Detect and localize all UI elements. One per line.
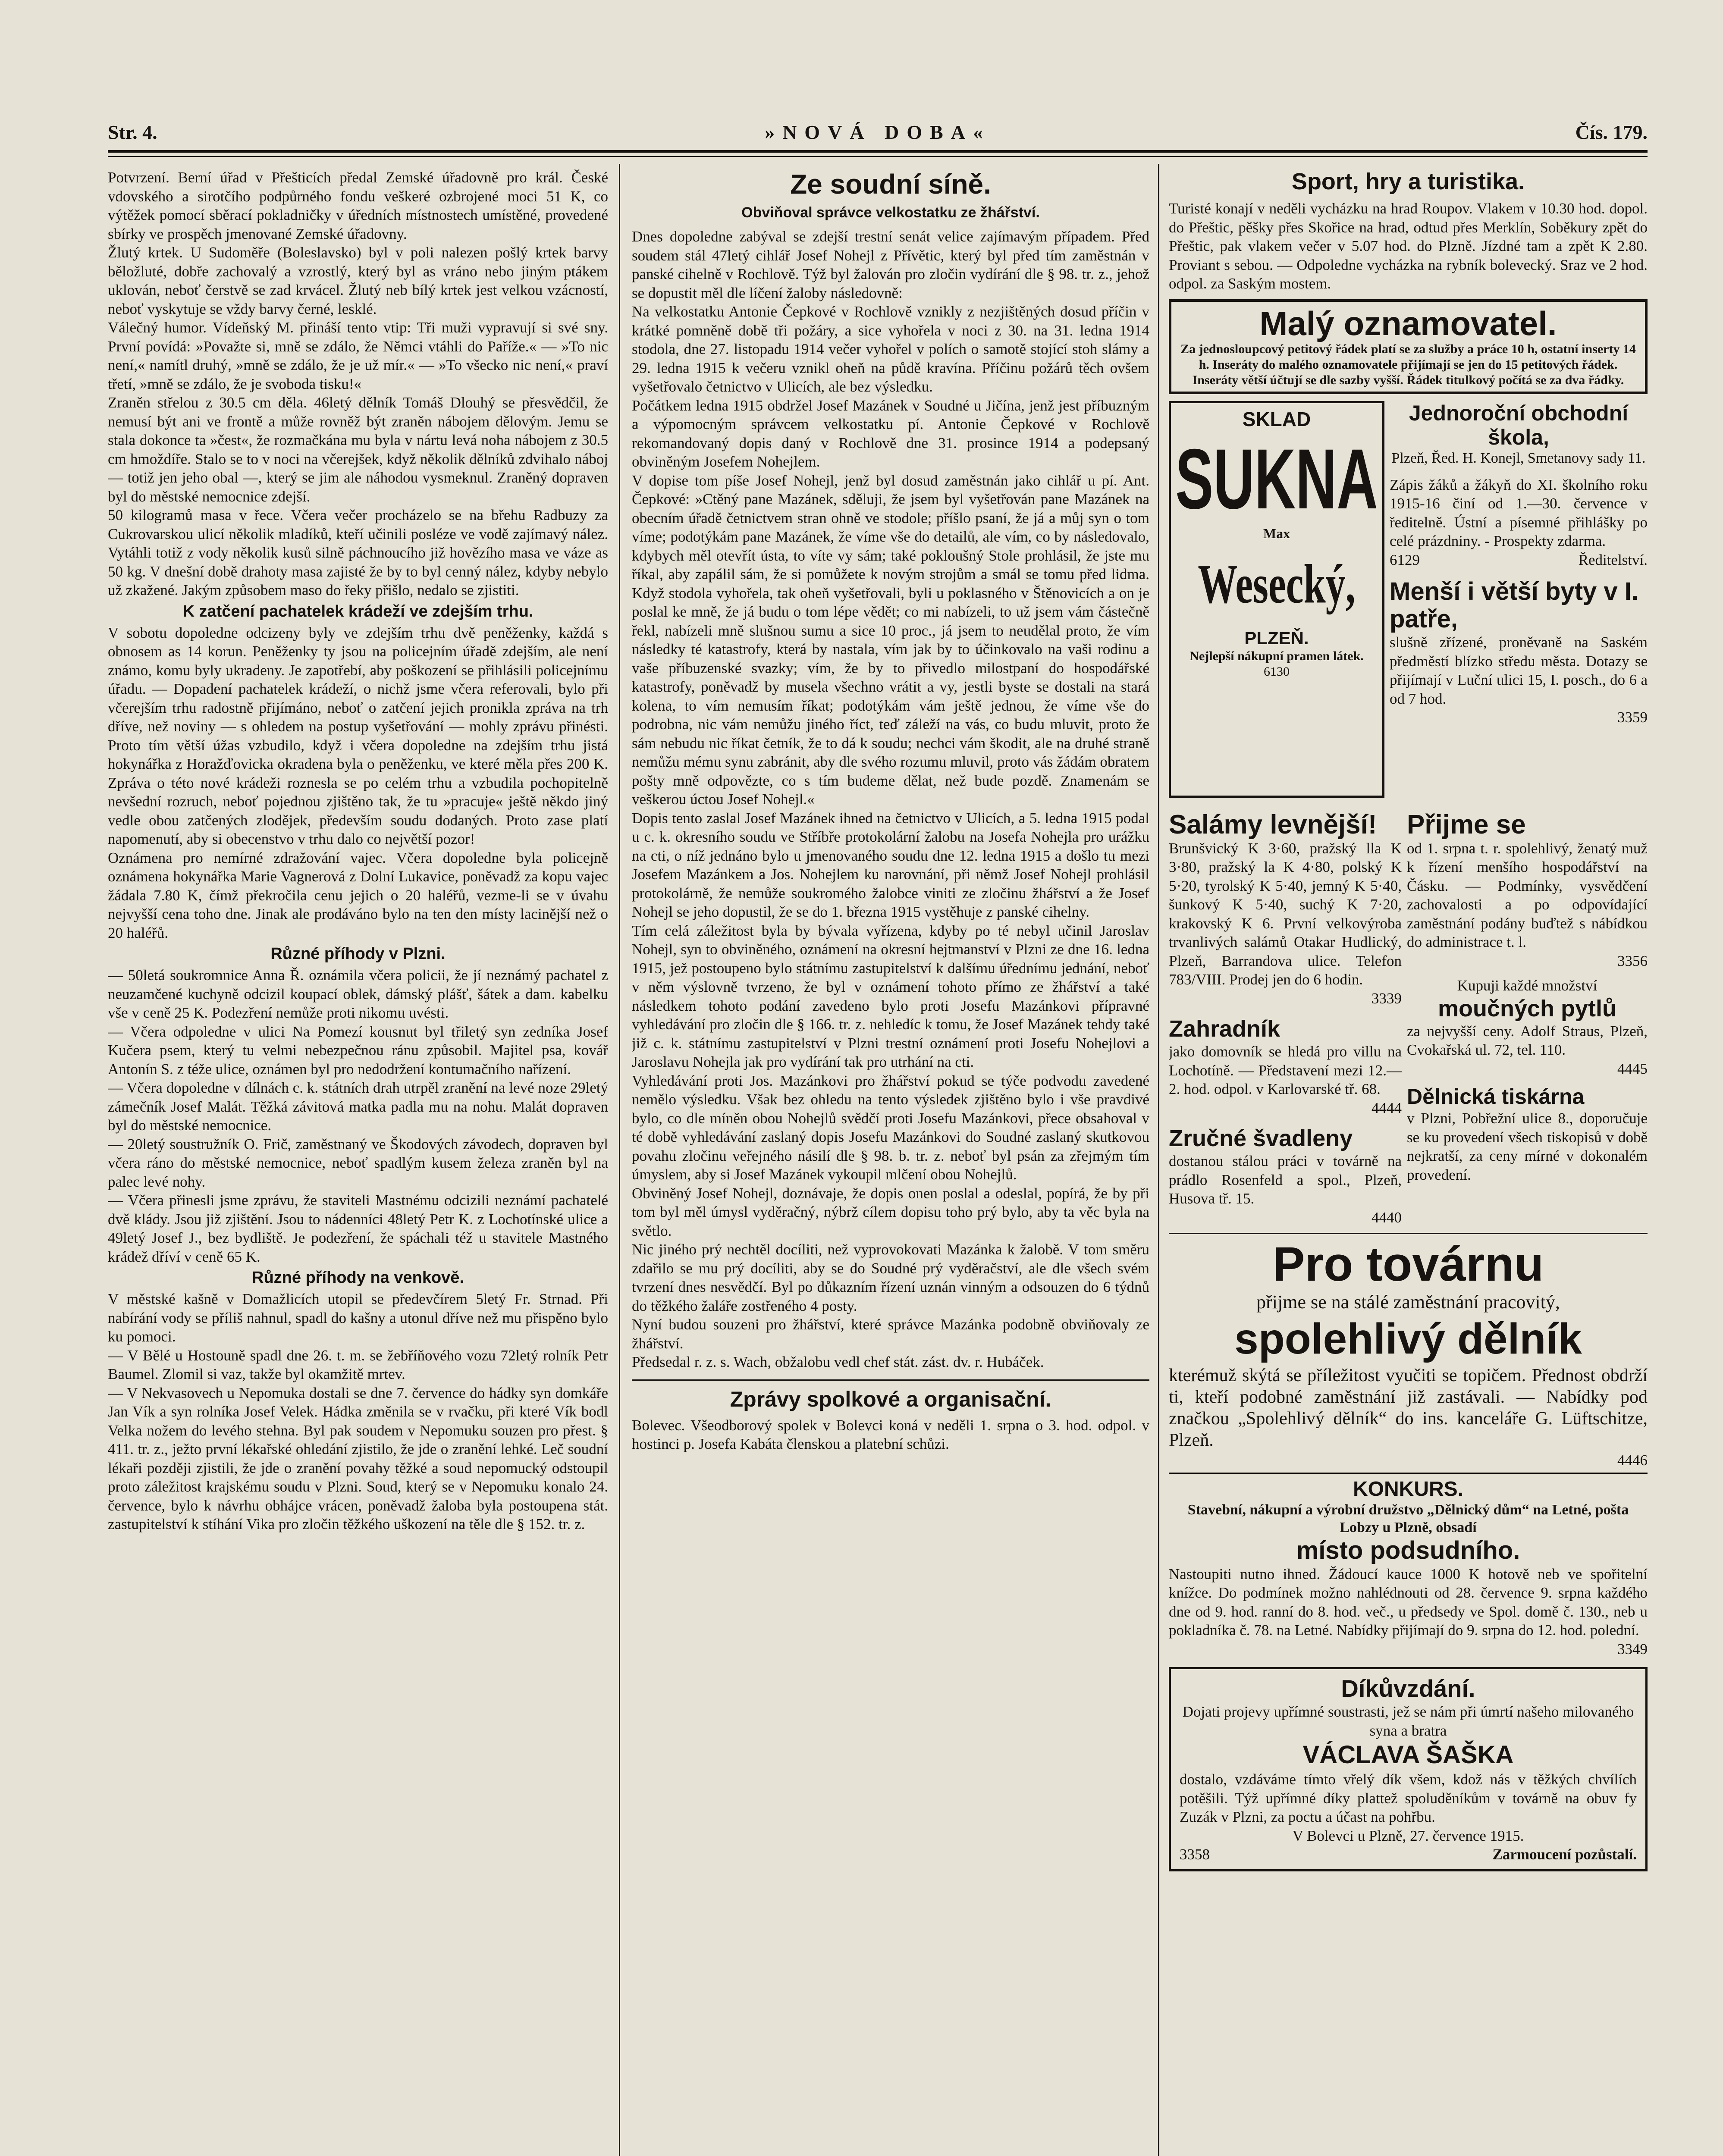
ad-skola xyxy=(1390,401,1648,805)
ad-sukna-number: 6130 xyxy=(1264,664,1290,679)
article-prihoda-2: — Včera odpoledne v ulici Na Pomezí kousnut byl třiletý syn zedníka Josef Kučera psem, který tu velmi nebezpečnou ránu způsobil. Majitel psa, kovář Antonín S. z téže ulice, oznámen byl pro nedodržení kontumačního nařízení. xyxy=(108,1023,608,1078)
article-prihoda-5: — Včera přinesli jsme zprávu, že staviteli Mastnému odcizili neznámí pachatelé dvě klády. Jsou již zjištění. Jsou to nádenníci 48letý Petr K. z Lochotínské ulice a 49letý Josef J., bez bydliště. Je podezření, že spáchali též u stavitele Mastného krádež dříví v ceně 65 K. xyxy=(108,1192,608,1265)
ad-row-2 xyxy=(1169,811,1648,1227)
article-zluty-krtek: Žlutý krtek. U Sudoměře (Boleslavsko) byl v poli nalezen pošlý krtek barvy běložluté, dobře zachovalý a vzrostlý, který byl as vráno nebo jiným ptákem uklován, neboť čerstvě se zad krvácel. Žlutý neb bílý krtek jest velkou vzácností, neboť vyskytuje se vždy barvy černé, lesklé. xyxy=(108,244,608,317)
court-paragraph-6: Tím celá záležitost byla by bývala vyřízena, kdyby po té nebyl učinil Jaroslav Nohejl, syn to obviněného, oznámení na okresní hejtmanství v Plzni ze dne 16. ledna 1915, jež postoupeno bylo státnímu zastupitelství k dalšímu úřednímu jednání, neboť v něm výslovně tvrzeno, že byl v oznámení tohoto přímo ze žhářství a také následkem tohoto podání zavedeno bylo proti Josefu Mazánkovi přípravné vyhledávání pro zločin dle § 166. tr. z. nehledíc k tomu, že Josef Mazánek tehdy také již c. k. státnímu zastupitelství v Plzni trestní oznámení proti Josefu Nohejlovi a Jaroslavu Nohejla jak pro vydírání tak pro utrhání na cti. xyxy=(632,922,1149,1070)
article-maso-v-rece: 50 kilogramů masa v řece. Včera večer procházelo se na břehu Radbuzy za Cukrovarskou ulicí několik mladíků, kteří učinili posléze ve vodě zajímavý nález. Vytáhli totiž z vody několik kusů silně páchnoucího již hovězího masa ve váze as 50 kg. V dnešní době drahoty masa zajisté že by to byl cenný nález, kdyby nebylo už zkažené. Jakým způsobem maso do řeky přišlo, nedalo se zjistiti. xyxy=(108,507,608,599)
article-venkov-1: V městské kašně v Domažlicích utopil se předevčírem 5letý Fr. Strnad. Při nabírání vody se příliš nahnul, spadl do kašny a utonul dříve než mu přispěno bylo ku pomoci. xyxy=(108,1291,608,1345)
column-court xyxy=(632,168,1149,2156)
ad-dik-place: V Bolevci u Plzně, 27. července 1915. xyxy=(1292,1827,1524,1844)
ad-svadleny-title: Zručné švadleny xyxy=(1169,1125,1353,1151)
ad-konkurs-position: místo podsudního. xyxy=(1296,1536,1520,1564)
ad-dik-title: Díkůvzdání. xyxy=(1341,1675,1475,1702)
ad-maly-text: Za jednosloupcový petitový řádek platí se za služby a práce 10 h, ostatní inserty 14 h. Inseráty do malého oznamovatele přijímají se jen do 15 petitových řádek. Inseráty větší účtují se dle sazby vyšší. Řádek titulkový počítá se za dva řádky. xyxy=(1180,342,1636,387)
article-prihoda-3: — Včera dopoledne v dílnách c. k. státních drah utrpěl zranění na levé noze 29letý zámečník Josef Malát. Těžká závitová matka padla mu na nohu. Malát dopraven byl do městské nemocnice. xyxy=(108,1079,608,1134)
ad-prijme-text: od 1. srpna t. r. spolehlivý, ženatý muž k řízení menšího hospodářství na Čásku. — Podmínky, vysvědčení zachovalosti a po odpovídající zaměstnání podány buďtež s nábídkou do administrace t. l. xyxy=(1407,840,1648,950)
ad-dik-number: 3358 xyxy=(1180,1846,1210,1863)
ad-sukna-max: Max xyxy=(1263,525,1290,541)
ad-skola-footer xyxy=(1390,551,1648,570)
ad-tovarna xyxy=(1169,1233,1648,1470)
ad-konkurs-text: Nastoupiti nutno ihned. Žádoucí kauce 1000 K hotově neb ve spořitelní knížce. Do podmínek možno nahlédnouti od 28. července 9. srpna každého dne od 9. hod. ranní do 8. hod. več., u předsedy ve Spol. domě č. 130., neb u pokladníka č. 78. na Letné. Nabídky přijímají do 9. srpna do 12. hod. polední. xyxy=(1169,1565,1648,1639)
ad-skola-text: Zápis žáků a žákyň do XI. školního roku 1915-16 činí od 1.—30. července v ředitelně. Ústní a písemné přihlášky po celé prázdniny. - Prospekty zdarma. xyxy=(1390,476,1648,549)
ad-dik-text2: dostalo, vzdáváme tímto vřelý dík všem, kdož nás v těžkých chvílích potěšili. Týž upřímné díky plattež spoluděníkům v továrně na obuv fy Zuzák v Plzni, za poctu a účast na pohřbu. xyxy=(1180,1771,1637,1825)
ad-maly-title: Malý oznamovatel. xyxy=(1259,304,1557,342)
article-potvrzeni: Potvrzení. Berní úřad v Přešticích předal Zemské úřadovně pro král. České vdovského a sirotčího podpůrného fondu veškeré ozbrojené moci 51 K, co výtěžek pomocí sběrací pokladničky v úředních místnostech umístěné, provedené sbírky ve prospěch jmenované Zemské úřadovny. xyxy=(108,169,608,242)
ad-pytlu-title: moučných pytlů xyxy=(1437,995,1617,1022)
ad-skola-number: 6129 xyxy=(1390,551,1420,568)
ad-maly-oznamovatel xyxy=(1169,299,1648,394)
ad-tiskarna-text: v Plzni, Pobřežní ulice 8., doporučuje se ku provedení všech tiskopisů v době nejkratší, za ceny mírné v dokonalém provedení. xyxy=(1407,1110,1648,1183)
newspaper-title: »NOVÁ DOBA« xyxy=(765,121,991,143)
column-divider-2 xyxy=(1158,164,1159,2156)
article-prihoda-4: — 20letý soustružník O. Frič, zaměstnaný ve Škodových závodech, dopraven byl včera ráno do městské nemocnice, neboť spadlým kusem železa zraněn byl na palec levé nohy. xyxy=(108,1135,608,1190)
heading-zatceni: K zatčení pachatelek krádeží ve zdejším trhu. xyxy=(182,602,534,620)
ad-tovarna-big: spolehlivý dělník xyxy=(1234,1315,1582,1363)
ad-svadleny-text: dostanou stálou práci v továrně na prádlo Rosenfeld a spol., Plzeň, Husova tř. 15. xyxy=(1169,1153,1402,1207)
ad-sukna-sklad: SKLAD xyxy=(1242,407,1311,430)
ad-skola-address: Plzeň, Řed. H. Konejl, Smetanovy sady 11. xyxy=(1391,450,1646,466)
ad-sukna-tag: Nejlepší nákupní pramen látek. xyxy=(1189,649,1364,663)
court-paragraph-5: Dopis tento zaslal Josef Mazánek ihned na četnictvo v Ulicích, a 5. ledna 1915 podal u c. k. okresního soudu ve Stříbře protokolární žalobu na Josefa Nohejla pro urážku na cti, o níž jednáno bylo u jmenovaného soudu dne 12. ledna 1915 a došlo tu mezi Josefem Mazánkem a Jos. Nohejlem ku narovnání, při němž Josef Nohejl prohlásil protokolárně, že nemůže soukromého žalobce viniti ze zločinu žhářství a že Josef Nohejl se jeho dopustil, že se do 1. března 1915 vystěhuje z panské cihelny. xyxy=(632,809,1149,920)
ad-sukna xyxy=(1169,401,1384,798)
court-paragraph-3: Počátkem ledna 1915 obdržel Josef Mazánek v Soudné u Jičína, jenž jest příbuzným a výpomocným správcem velkostatku pí. Antonie Čepkové v Rochlově rekomandovaný dopis daný v Rochlově dne 31. prosince 1914 a podepsaný obviněným Josefem Nohejlem. xyxy=(632,397,1149,470)
issue-number: Čís. 179. xyxy=(1575,121,1648,143)
article-venkov-3: — V Nekvasovech u Nepomuka dostali se dne 7. července do hádky syn domkáře Jan Vík a syn rolníka Josef Velek. Hádka změnila se v rvačku, při které Vík bodl Velka nožem do levého stehna. Byl pak soudem v Nepomuku souzen pro přest. § 411. tr. z., ježto první lékařské ohledání zjistilo, že jde o zranění lehké. Leč soudní lékaři později zjistili, že jde o zranění povahy těžké a soud nepomucký odstoupil proto záležitost krajskému soudu v Plzni. Soud, který se v Nepomuku konalo 24. července, bylo k návrhu obhájce vrácen, poněvadž žaloba byla postoupena stát. zastupitelství k stíhání Vika pro zločin těžkého uškození na těle dle § 152. tr. z. xyxy=(108,1384,608,1532)
ad-prijme-number: 3356 xyxy=(1617,952,1648,969)
court-paragraph-9: Nic jiného prý nechtěl docíliti, než vyprovokovati Mazánka k žalobě. V tom směru zdařilo se mu prý docíliti, aby se do Soudné prý vyděračství, ale dle všech svém tvrzení dnes nesvědčí. Byl po důkazním řízení uznán vinným a odsouzen do 6 týdnů do těžkého žaláře zostřeného 4 posty. xyxy=(632,1241,1149,1314)
article-venkov-2: — V Bělé u Hostouně spadl dne 26. t. m. se žebříňového vozu 72letý rolník Petr Baumel. Zlomil si vaz, takže byl okamžitě mrtev. xyxy=(108,1347,608,1382)
ad-dik-footer xyxy=(1180,1845,1637,1864)
article-zranen-strelou: Zraněn střelou z 30.5 cm děla. 46letý dělník Tomáš Dlouhý se přesvědčil, že nemusí být ani ve frontě a může rovněž být zraněn nábojem dělovým. Jemu se stala dokonce ta »čest«, že rozmačkána mu byla v nártu levá noha nábojem z 30.5 cm hmoždíře. Stalo se to v noci na včerejšek, když několik dělníků zdvihalo náboj — totiž jen jeho obal —, který se jim ale náhodou vysmeknul. Zraněný dopraven byl do městské nemocnice zdejší. xyxy=(108,394,608,505)
column-local-news xyxy=(108,168,608,2156)
ad-tovarna-number: 4446 xyxy=(1617,1452,1648,1469)
article-prihoda-1: — 50letá soukromnice Anna Ř. oznámila včera policii, že jí neznámý pachatel z neuzamčené kuchyně odcizil koupací oblek, dámský plášť, šátek a dam. kabelku vše v ceně 25 K. Podezření nemůže proti nikomu uvésti. xyxy=(108,967,608,1021)
header-rule-thin xyxy=(108,156,1648,157)
ad-row-1 xyxy=(1169,401,1648,805)
sport-paragraph: Turisté konají v neděli vycházku na hrad Roupov. Vlakem v 10.30 hod. dopol. do Přeštic, pěšky přes Skořice na hrad, odtud přes Merklín, Soběkury zpět do Přeštic, pak vlakem večer v 5.07 hod. do Plzně. Jízdné tam a zpět K 2.80. Proviant s sebou. — Odpoledne vycházka na rybník bolevecký. Sraz ve 2 hod. odpol. za Saským mostem. xyxy=(1169,200,1648,292)
ad-skola-sign: Ředitelství. xyxy=(1578,551,1648,568)
ad-sukna-name: Wesecký, xyxy=(1198,553,1356,614)
ad-tovarna-sub: přijme se na stálé zaměstnání pracovitý, xyxy=(1256,1291,1560,1313)
court-paragraph-11: Předsedal r. z. s. Wach, obžalobu vedl chef stát. zást. dv. r. Hubáček. xyxy=(632,1354,1044,1370)
article-zatceni: V sobotu dopoledne odcizeny byly ve zdejším trhu dvě peněženky, každá s obnosem as 14 korun. Peněženky ty jsou na policejním úřadě zdejším, ale není známo, komu byly ukradeny. Je zapotřebí, aby poškození se přihlásili policejnímu úřadu. — Dopadení pachatelek krádeží, o nichž jsme včera referovali, bylo při včerejším trhu radostně přijímáno, neboť o zatčení jejich pronikla zpráva na trh dříve, než noviny — s ohledem na postup vyšetřování — mohly zprávu přinésti. Proto tím větší úžas vzbudilo, když i včera dopoledne na zdejším trhu jistá hokynářka z Horažďovicka okradena byla o peněženku, ve které měla přes 200 K. Zpráva o této nové krádeži roznesla se po celém trhu a vzbudila pochopitelně nevšední rozruch, neboť pojednou zjištěno tak, že tu »pracuje« ještě někdo jiný vedle obou zatčených zlodějek, především soudu dodaných. Proto zase platí napomenutí, aby si obecenstvo v trhu dalo co největší pozor! xyxy=(108,624,608,847)
ad-column-left xyxy=(1169,811,1402,1227)
section-title-court: Ze soudní síně. xyxy=(790,169,991,200)
ad-zahradnik-text: jako domovník se hledá pro villu na Lochotíně. — Představení mezi 12.—2. hod. odpol. v Karlovarské tř. 68. xyxy=(1169,1043,1402,1097)
ad-zahradnik-title: Zahradník xyxy=(1169,1016,1280,1042)
ad-pytlu-number: 4445 xyxy=(1617,1060,1648,1077)
ad-salamy-number: 3339 xyxy=(1371,990,1402,1007)
court-paragraph-4: V dopise tom píše Josef Nohejl, jenž byl dosud zaměstnán jako cihlář u pí. Ant. Čepkové: »Ctěný pane Mazánek, sděluji, že jsem byl vyšetřován pane Mazánek na obecním úřadě četnictvem stran ohně ve stodole; příšlo psaní, že já a můj syn o tom víme; podotýkám pane Mazánek, že víme vše do detailů, ale vím, co by následovalo, kdybych měl otevřít ústa, to víte vy sám; také pokloušný Stole prohlásil, že jste mu říkal, aby zapálil sám, že si pomůžete k novým strojům a smál se tomu před lidma. Když stodola vyhořela, tak oheň vyšetřovali, byli u poklasného v Štěnovicích a on je poslal ke mně, že já budu o tom lépe vědět; co mi nabízeli, to už jsem vám částečně řekl, nabízeli mně slušnou sumu a sice 10 proc., já jsem to neudělal proto, že vím následky té katastrofy, která by nastala, vím jak by to účinkovalo na vaši rodinu a vaše příbuzenské svazky; vím, že by to přivedlo milostpaní do hospodářské katastrofy, poněvadž by musela všechno vrátit a vy, jestli byste se dostali na stará kolena, to vím nemusím říkat; podotýkám vám ještě jednou, že víme vše do podrobna, nic vám nemůžu jiného říct, teď záleží na vás, co budu mluvit, proto že sám nebudu nic říkat četník, že to dá k soudu; nechci vám škodit, ale na druhé straně nemůžu mému synu zabránit, aby dle svého rozumu mluvil, proto vás žádám obratem pošty mně odpovězte, co s tím budeme dělat, než bude pozdě. Znamenám se veškerou úctou Josef Nohejl.« xyxy=(632,472,1149,808)
ad-tovarna-title: Pro továrnu xyxy=(1272,1237,1544,1291)
ad-salamy-title: Salámy levnější! xyxy=(1169,809,1377,840)
court-paragraph-2: Na velkostatku Antonie Čepkové v Rochlově vznikly z nezjištěných dosud příčin v krátké pomněně době tři požáry, a sice vyhořela v noci z 30. na 31. ledna 1914 stodola, dne 27. listopadu 1914 večer vyhořel v polích o samotě stojící stoh slámy a 29. ledna 1915 k večeru vznikl oheň na půdě kravína. Příčinu požárů těch ovšem vyšetřovalo četnictvo v Ulicích, ale bez výsledku. xyxy=(632,303,1149,395)
ad-sukna-word: SUKNA xyxy=(1175,431,1378,526)
ad-sukna-city: PLZEŇ. xyxy=(1244,627,1309,648)
ad-dik-name: VÁCLAVA ŠAŠKA xyxy=(1302,1741,1514,1769)
ad-tovarna-text: kterémuž skýtá se příležitost vyučiti se topičem. Přednost obdrží ti, kteří podobné zaměstnání již zastávali. — Nabídky pod značkou „Spolehlivý dělník“ do ins. kanceláře G. Lüftschitze, Plzeň. xyxy=(1169,1366,1648,1450)
ad-pytlu-text: za nejvyšší ceny. Adolf Straus, Plzeň, Cvokařská ul. 72, tel. 110. xyxy=(1407,1022,1648,1058)
article-vejce: Oznámena pro nemírné zdražování vajec. Včera dopoledne byla policejně oznámena hokynářka Marie Vagnerová z Dolní Lukavice, poněvadž za kopu vajec žádala 7.80 K, čímž překročila cenu jejich o 20 haléřů, vezme-li se v úvahu nejvyšší cena toho dne. Jinak ale prodáváno bylo na ten den místy lacinější než o 20 haléřů. xyxy=(108,849,608,941)
newspaper-page xyxy=(108,116,1648,2156)
ad-pytlu-pre: Kupuji každé množství xyxy=(1457,977,1597,994)
ad-salamy-text: Brunšvický K 3·60, pražský lla K 3·80, pražský la K 4·80, polský K 5·20, tyrolský K 5·40, jemný K 5·40, šunkový K 5·40, suchý K 7·20, krakovský K 6. První velkovýroba trvanlivých salámů Otakar Hudlický, Plzeň, Barrandova ulice. Telefon 783/VIII. Prodej jen do 6 hodin. xyxy=(1169,840,1402,988)
ad-tiskarna-title: Dělnická tiskárna xyxy=(1407,1084,1585,1109)
court-subtitle: Obviňoval správce velkostatku ze žhářství. xyxy=(741,204,1040,221)
header-rule xyxy=(108,150,1648,153)
court-paragraph-8: Obviněný Josef Nohejl, doznávaje, že dopis onen poslal a odeslal, popírá, že by při tom byl měl úmysl vyděračný, nýbrž cílem dopisu toho prý bylo, aby ta věc byla na světlo. xyxy=(632,1185,1149,1239)
court-paragraph-1: Dnes dopoledne zabýval se zdejší trestní senát velice zajímavým případem. Před soudem stál 47letý cihlář Josef Nohejl z Přívětic, který byl před tím zaměstnán v panské cihelně v Rochlově. Týž byl žalován pro zločin vydírání dle § 98. tr. z., jehož se dopustit měl dle líčení žaloby následovně: xyxy=(632,228,1149,301)
ad-byty-text: slušně zřízené, proněvaně na Saském předměstí blízko středu města. Dotazy se přijímají v Luční ulici 15, I. posch., do 6 a od 7 hod. xyxy=(1390,634,1648,707)
ad-konkurs-number: 3349 xyxy=(1617,1640,1648,1658)
ad-dik-text1: Dojati projevy upřímné soustrasti, jež se nám při úmrtí našeho milovaného syna a bratra xyxy=(1182,1703,1634,1739)
ad-dikuvzdani xyxy=(1169,1667,1648,1871)
column-divider-1 xyxy=(619,164,620,2156)
ad-svadleny-number: 4440 xyxy=(1371,1209,1402,1226)
section-title-sport: Sport, hry a turistika. xyxy=(1291,169,1525,194)
article-valecny-humor: Válečný humor. Vídeňský M. přináší tento vtip: Tři muži vypravují si své sny. První povídá: »Považte si, mně se zdálo, že Němci vtáhli do Paříže.« — »To nic není,« namítl druhý, »mně se zdálo, že je už mír.« — »To všecko nic není,« praví třetí, »mně se zdálo, že je svoboda tisku!« xyxy=(108,319,608,392)
ad-column-right xyxy=(1407,811,1648,1227)
ad-konkurs-org: Stavební, nákupní a výrobní družstvo „Dělnický dům“ na Letné, pošta Lobzy u Plzně, obsadí xyxy=(1187,1501,1629,1536)
ad-zahradnik-number: 4444 xyxy=(1371,1099,1402,1116)
ad-byty-title: Menší i větší byty v I. patře, xyxy=(1390,577,1638,633)
column-sport-ads xyxy=(1169,168,1648,2156)
spolky-paragraph: Bolevec. Všeodborový spolek v Bolevci koná v neděli 1. srpna o 3. hod. odpol. v hostinci p. Josefa Kabáta členskou a platební schůzi. xyxy=(632,1416,1149,1452)
ad-byty-number: 3359 xyxy=(1617,709,1648,726)
court-paragraph-10: Nyní budou souzeni pro žhářství, které správce Mazánka podobně obviňovaly ze žhářství. xyxy=(632,1316,1149,1352)
ad-konkurs-title: KONKURS. xyxy=(1353,1477,1463,1501)
heading-prihody-plzen: Různé příhody v Plzni. xyxy=(270,945,446,963)
page-header xyxy=(108,116,1648,151)
court-paragraph-7: Vyhledávání proti Jos. Mazánkovi pro žhářství pokud se týče podvodu zavedené nemělo výsledku. Však bez ohledu na tento výsledek zjištěno bylo i vše pravdivé bylo, co dle míněn obou Nohejlů svědčí proti Josefu Mazánkovi, přece obsahoval v té době vyhledávání zaslaný dopis Josefu Mazánkovi do Soudné zaslaný skutkovou povahu zločinu veřejného násilí dle § 98. b. tr. z. neboť byl psán za zřejmým tím úmyslem, aby si Josef Mazánek vykoupil mlčení obou Nohejlů. xyxy=(632,1072,1149,1183)
section-title-spolky: Zprávy spolkové a organisační. xyxy=(632,1379,1149,1412)
ad-skola-title: Jednoroční obchodní škola, xyxy=(1409,401,1629,449)
ad-dik-sign: Zarmoucení pozůstalí. xyxy=(1492,1846,1637,1863)
page-number: Str. 4. xyxy=(108,121,157,143)
ad-prijme-title: Přijme se xyxy=(1407,809,1526,840)
heading-prihody-venkov: Různé příhody na venkově. xyxy=(252,1269,464,1287)
ad-konkurs xyxy=(1169,1473,1648,1659)
